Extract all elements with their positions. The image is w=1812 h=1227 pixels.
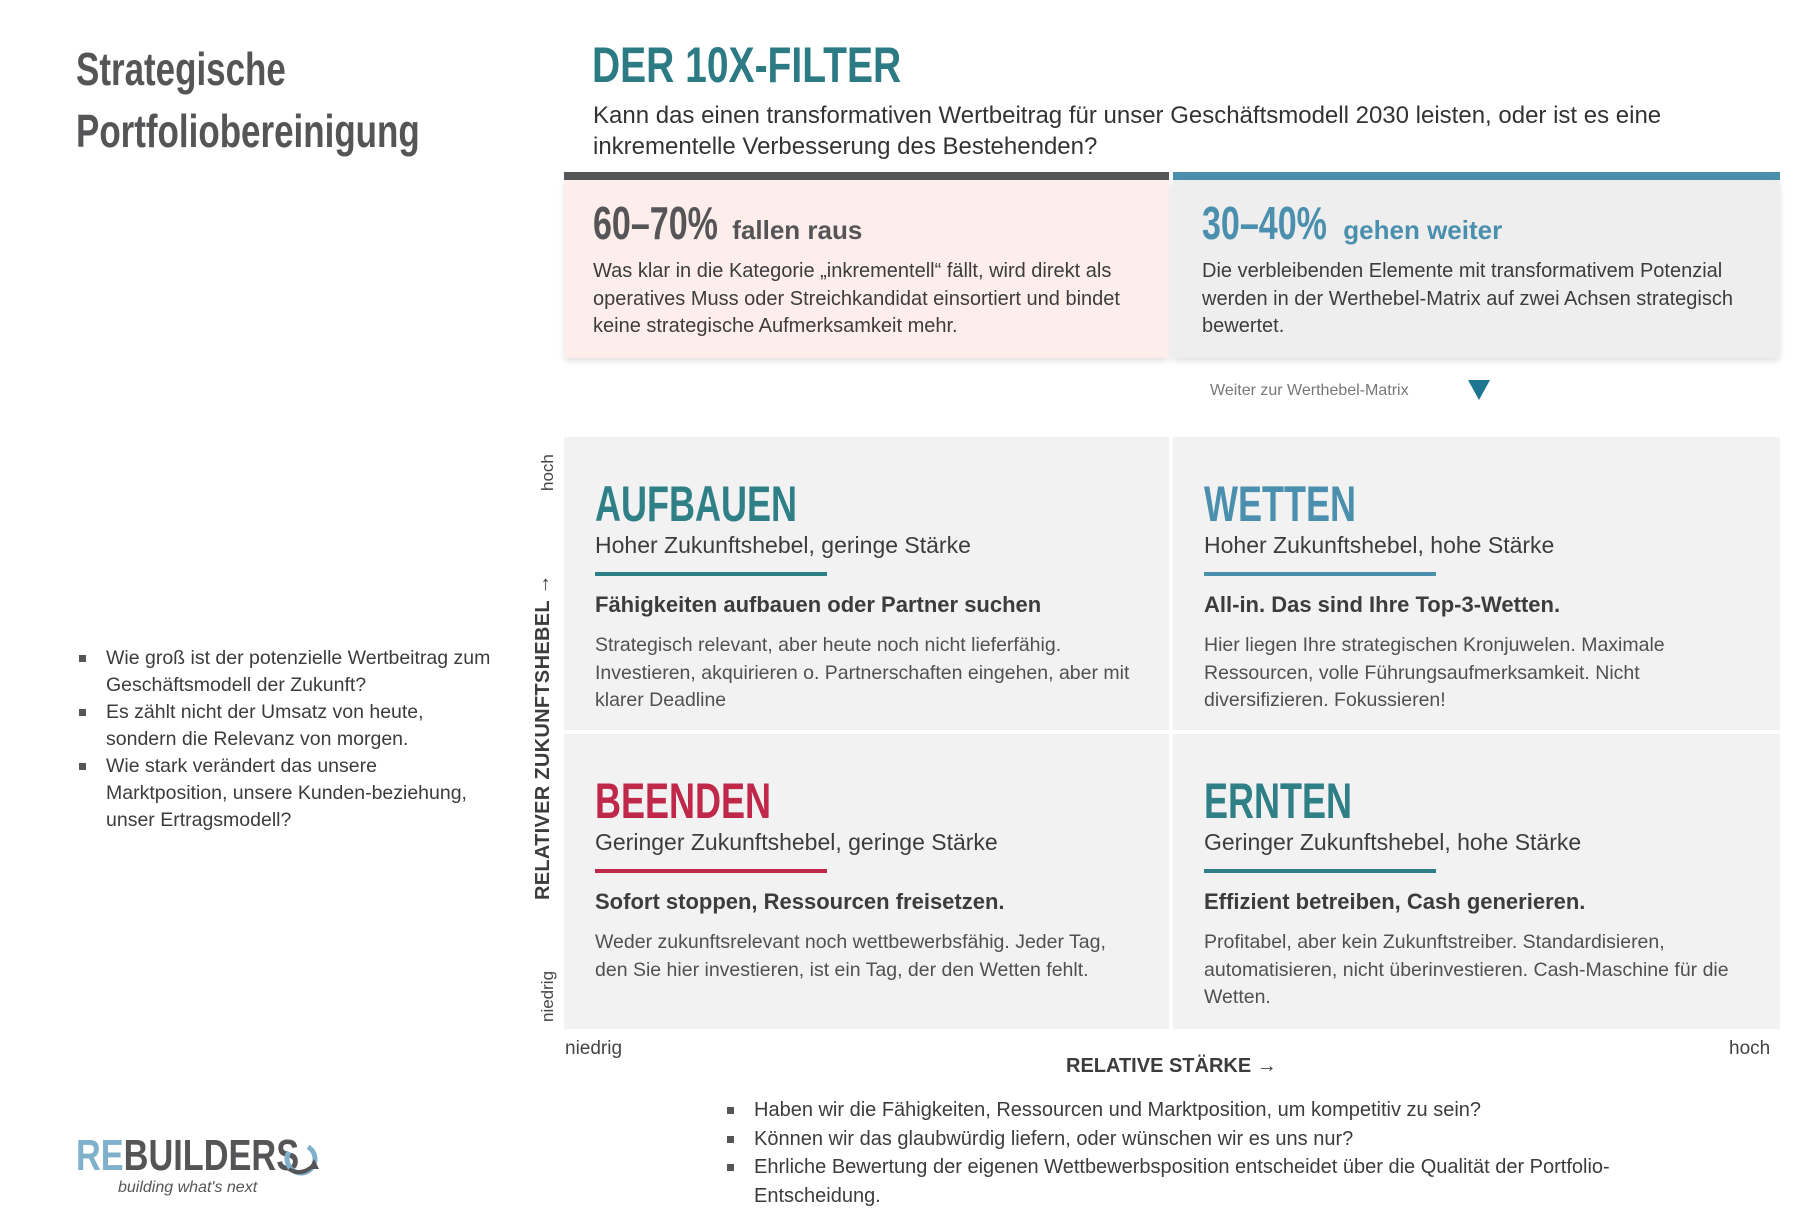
quadrant-divider xyxy=(1204,572,1436,576)
y-axis-label: RELATIVER ZUKUNFTSHEBEL → xyxy=(532,574,554,900)
x-axis-high-label: hoch xyxy=(1729,1038,1771,1059)
filter-in-card xyxy=(1173,180,1780,358)
list-item: Ehrliche Bewertung der eigenen Wettbewerbsposition entscheidet über die Qualität der Portfolio-Entscheidung. xyxy=(725,1153,1625,1210)
quadrant-title-text: ERNTEN xyxy=(1204,773,1353,829)
quadrant-divider xyxy=(595,572,827,576)
circular-arrow-icon xyxy=(281,1139,323,1181)
quadrant-title xyxy=(595,772,839,830)
y-axis-high-label: hoch xyxy=(538,454,557,491)
quadrant-title xyxy=(1204,475,1415,533)
filter-title xyxy=(592,36,988,94)
quadrant-action: Sofort stoppen, Ressourcen freisetzen. xyxy=(595,889,1005,914)
list-item: Haben wir die Fähigkeiten, Ressourcen und Marktposition, um kompetitiv zu sein? xyxy=(725,1096,1625,1125)
quadrant-subtitle: Hoher Zukunftshebel, hohe Stärke xyxy=(1204,532,1555,558)
quadrant-action: Fähigkeiten aufbauen oder Partner suchen xyxy=(595,592,1042,617)
triangle-down-icon xyxy=(1468,380,1490,400)
quadrant-aufbauen xyxy=(564,437,1169,730)
filter-in-suffix: gehen weiter xyxy=(1343,215,1503,245)
quadrant-wetten xyxy=(1173,437,1780,730)
quadrant-description: Strategisch relevant, aber heute noch nicht lieferfähig. Investieren, akquirieren o. Partnerschaften eingehen, aber mit klarer Deadline xyxy=(595,634,1130,711)
page-title xyxy=(76,38,528,162)
filter-out-heading xyxy=(593,196,896,250)
filter-in-bar xyxy=(1173,172,1780,180)
list-item: Wie groß ist der potenzielle Wertbeitrag zum Geschäftsmodell der Zukunft? xyxy=(77,645,497,699)
continue-label: Weiter zur Werthebel-Matrix xyxy=(1210,382,1409,399)
filter-in-percent: 30–40% xyxy=(1202,197,1327,249)
quadrant-description: Hier liegen Ihre strategischen Kronjuwelen. Maximale Ressourcen, volle Führungsaufmerksamkeit. Nicht diversifizieren. Fokussieren! xyxy=(1204,634,1665,711)
logo-re: RE xyxy=(76,1131,124,1180)
x-axis-label: RELATIVE STÄRKE → xyxy=(1066,1055,1277,1077)
filter-question: Kann das einen transformativen Wertbeitrag für unser Geschäftsmodell 2030 leisten, oder ist es eine inkrementelle Verbesserung des Bestehenden? xyxy=(593,102,1662,160)
filter-out-card xyxy=(564,180,1169,358)
list-item: Es zählt nicht der Umsatz von heute, sondern die Relevanz von morgen. xyxy=(77,699,497,753)
quadrant-title xyxy=(595,475,876,533)
x-axis-low-label: niedrig xyxy=(565,1038,623,1059)
quadrant-title-text: AUFBAUEN xyxy=(595,476,797,532)
filter-in-text: Die verbleibenden Elemente mit transformativem Potenzial werden in der Werthebel-Matrix auf zwei Achsen strategisch bewertet. xyxy=(1202,260,1733,337)
quadrant-subtitle: Geringer Zukunftshebel, geringe Stärke xyxy=(595,829,998,855)
logo-tagline: building what's next xyxy=(118,1179,258,1196)
quadrant-title-text: WETTEN xyxy=(1204,476,1356,532)
left-bullet-list xyxy=(77,645,497,834)
quadrant-action: All-in. Das sind Ihre Top-3-Wetten. xyxy=(1204,592,1561,617)
filter-out-percent: 60–70% xyxy=(593,197,718,249)
quadrant-ernten xyxy=(1173,734,1780,1029)
rebuilders-logo xyxy=(76,1131,336,1201)
filter-out-text: Was klar in die Kategorie „inkrementell“ fällt, wird direkt als operatives Muss oder Streichkandidat einsortiert und bindet keine strategische Aufmerksamkeit mehr. xyxy=(593,260,1120,337)
quadrant-title xyxy=(1204,772,1410,830)
quadrant-divider xyxy=(1204,869,1436,873)
list-item: Können wir das glaubwürdig liefern, oder wünschen wir es uns nur? xyxy=(725,1125,1625,1154)
page-title-line-1: Strategische xyxy=(76,43,286,95)
list-item: Wie stark verändert das unsere Marktposition, unsere Kunden-beziehung, unser Ertragsmodell? xyxy=(77,753,497,834)
quadrant-divider xyxy=(595,869,827,873)
y-axis-low-label: niedrig xyxy=(538,970,557,1022)
filter-in-heading xyxy=(1202,196,1534,250)
filter-title-text: DER 10X-FILTER xyxy=(592,37,902,93)
bottom-bullet-list xyxy=(725,1096,1625,1210)
filter-out-bar xyxy=(564,172,1169,180)
quadrant-subtitle: Hoher Zukunftshebel, geringe Stärke xyxy=(595,532,971,558)
quadrant-beenden xyxy=(564,734,1169,1029)
quadrant-description: Profitabel, aber kein Zukunftstreiber. Standardisieren, automatisieren, nicht überinvestieren. Cash-Maschine für die Wetten. xyxy=(1204,931,1729,1008)
quadrant-subtitle: Geringer Zukunftshebel, hohe Stärke xyxy=(1204,829,1582,855)
werthebel-matrix xyxy=(564,437,1780,1029)
filter-out-suffix: fallen raus xyxy=(732,215,863,245)
logo-builders: BUILDERS xyxy=(123,1131,300,1180)
quadrant-title-text: BEENDEN xyxy=(595,773,772,829)
page-title-line-2: Portfoliobereinigung xyxy=(76,105,420,157)
quadrant-description: Weder zukunftsrelevant noch wettbewerbsfähig. Jeder Tag, den Sie hier investieren, ist ein Tag, der den Wetten fehlt. xyxy=(595,931,1106,981)
quadrant-action: Effizient betreiben, Cash generieren. xyxy=(1204,889,1586,914)
